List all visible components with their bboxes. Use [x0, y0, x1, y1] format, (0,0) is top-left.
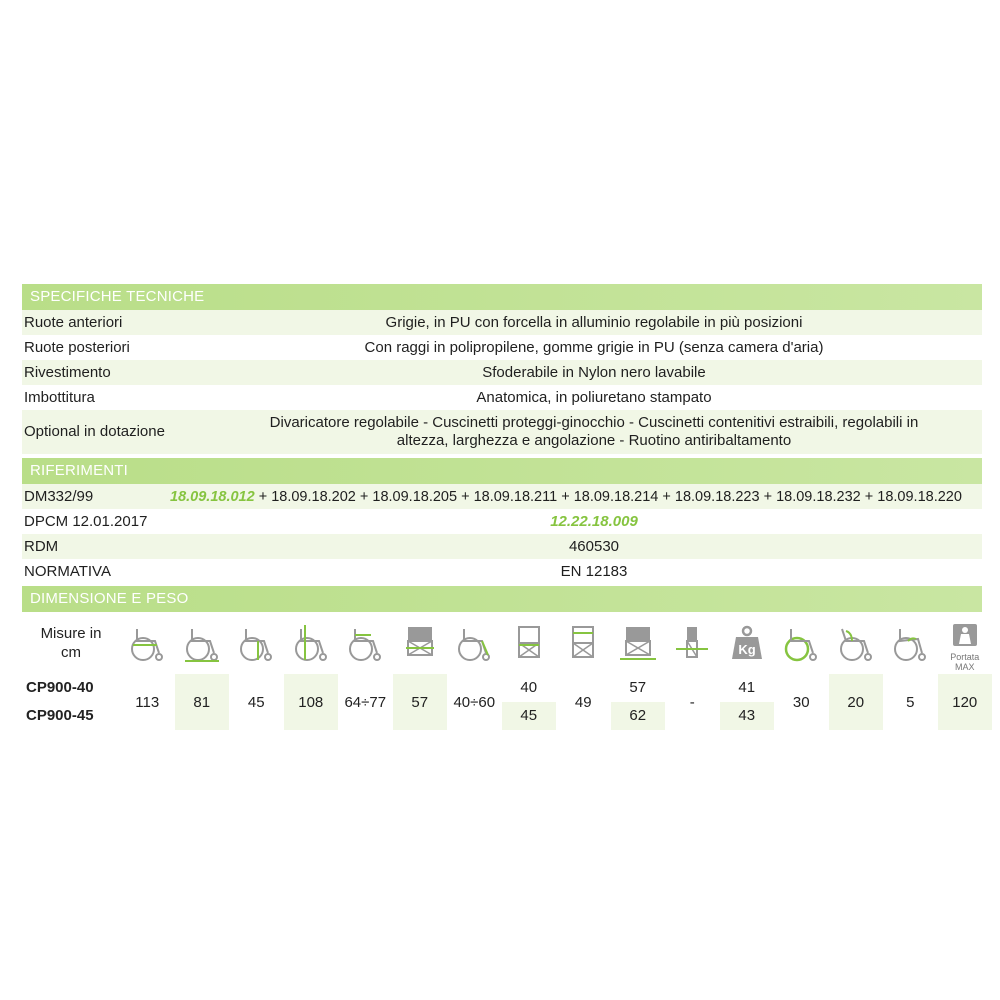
- dimension-value: 57: [411, 693, 429, 711]
- portata-line: Portata: [950, 652, 980, 662]
- dimension-column: [120, 612, 175, 730]
- spec-value-line: Divaricatore regolabile - Cuscinetti proteggi-ginocchio - Cuscinetti contenitivi estraibili, regolabili in: [269, 414, 919, 431]
- section-header-specifiche: SPECIFICHE TECNICHE: [22, 284, 982, 310]
- dimension-value: 45: [520, 707, 538, 724]
- spec-row-optional: [22, 410, 982, 454]
- dimension-value: 108: [298, 693, 324, 711]
- ref-label: NORMATIVA: [24, 563, 111, 580]
- dimension-column: [175, 612, 230, 730]
- dimension-column: [502, 612, 557, 730]
- dm-code-highlight: 18.09.18.012: [170, 488, 255, 505]
- dimension-value: 45: [247, 693, 265, 711]
- dimension-table: [22, 612, 982, 730]
- dimension-column: [720, 612, 775, 730]
- model-name: CP900-40: [26, 679, 94, 696]
- section-header-riferimenti: RIFERIMENTI: [22, 458, 982, 484]
- dimension-value: 113: [135, 693, 160, 711]
- dimension-column: [938, 612, 993, 730]
- ref-row-normativa: [22, 559, 982, 584]
- model-name: CP900-45: [26, 707, 94, 724]
- dpcm-code: 12.22.18.009: [550, 513, 638, 530]
- misure-line: cm: [60, 644, 81, 661]
- ref-row-rdm: [22, 534, 982, 559]
- spec-value: Grigie, in PU con forcella in alluminio regolabile in più posizioni: [385, 314, 803, 331]
- dimension-column: [284, 612, 339, 730]
- dimension-value: 64÷77: [344, 693, 387, 711]
- dimension-value: 40: [502, 674, 557, 702]
- ref-value: [214, 513, 982, 530]
- dimension-row-labels: [22, 612, 120, 730]
- dimension-split-values: [611, 674, 666, 730]
- kg-label: Kg: [738, 642, 756, 657]
- wheelchair-footrest-length-icon: [447, 612, 502, 674]
- max-load-icon: [938, 612, 993, 674]
- spec-label: Imbottitura: [24, 389, 95, 406]
- wheelchair-folded-width-icon: [665, 612, 720, 674]
- dimension-value: -: [689, 693, 695, 711]
- dimension-value: 5: [906, 693, 915, 711]
- portata-max-label: [938, 652, 993, 672]
- dimension-value: 62: [629, 707, 647, 724]
- dimension-value: 20: [847, 693, 865, 711]
- dimension-column: [393, 612, 448, 730]
- wheelchair-overall-height-icon: [284, 612, 339, 674]
- spec-label: Ruote anteriori: [24, 314, 123, 331]
- ref-value: [164, 489, 982, 505]
- weight-kg-icon: [720, 612, 775, 674]
- spec-row-imbottitura: [22, 385, 982, 410]
- dimension-column: [665, 612, 720, 730]
- dimension-value: 41: [720, 674, 775, 702]
- dimension-column: [556, 612, 611, 730]
- dimension-column: [611, 612, 666, 730]
- dimension-split-values: [720, 674, 775, 730]
- seat-tilt-icon: [883, 612, 938, 674]
- dimension-column: [338, 612, 393, 730]
- dimension-value: 49: [574, 693, 592, 711]
- dm-code-rest: + 18.09.18.202 + 18.09.18.205 + 18.09.18.211 + 18.09.18.214 + 18.09.18.223 + 18.09.18.232 + 18.09.18.220: [258, 488, 962, 505]
- dimension-split-values: [502, 674, 557, 730]
- dimension-column: [774, 612, 829, 730]
- wheelchair-overall-width-icon: [611, 612, 666, 674]
- ref-label: DPCM 12.01.2017: [24, 513, 148, 530]
- spec-label: Optional in dotazione: [24, 423, 165, 440]
- wheelchair-seat-width-icon: [502, 612, 557, 674]
- spec-value-line: altezza, larghezza e angolazione - Ruotino antiribaltamento: [396, 432, 792, 449]
- spec-label: Rivestimento: [24, 364, 111, 381]
- wheel-diameter-icon: [774, 612, 829, 674]
- dimension-column: [447, 612, 502, 730]
- ref-value: EN 12183: [560, 563, 628, 580]
- ref-label: DM332/99: [24, 488, 94, 505]
- spec-row-ruote-posteriori: [22, 335, 982, 360]
- section-header-dimensioni: DIMENSIONE E PESO: [22, 586, 982, 612]
- dimension-value: 57: [611, 674, 666, 702]
- ref-row-dpcm: [22, 509, 982, 534]
- dimension-value: 40÷60: [453, 693, 496, 711]
- ref-row-dm332: [22, 484, 982, 509]
- dimension-column: [229, 612, 284, 730]
- ref-label: RDM: [24, 538, 59, 555]
- spec-value: Sfoderabile in Nylon nero lavabile: [482, 364, 706, 381]
- wheelchair-overall-length-icon: [175, 612, 230, 674]
- wheelchair-armrest-height-icon: [338, 612, 393, 674]
- wheelchair-seat-depth-icon: [120, 612, 175, 674]
- wheelchair-front-width-icon: [393, 612, 448, 674]
- dimension-column: [829, 612, 884, 730]
- spec-row-rivestimento: [22, 360, 982, 385]
- misure-label: [22, 612, 120, 674]
- dimension-column: [883, 612, 938, 730]
- spec-row-ruote-anteriori: [22, 310, 982, 335]
- dimension-value: 30: [792, 693, 810, 711]
- backrest-recline-icon: [829, 612, 884, 674]
- spec-value: [214, 414, 982, 450]
- spec-value: Anatomica, in poliuretano stampato: [476, 389, 712, 406]
- dimension-value: 120: [952, 693, 978, 711]
- wheelchair-backrest-width-icon: [556, 612, 611, 674]
- ref-value: 460530: [568, 538, 620, 555]
- dimension-value: 81: [193, 693, 211, 711]
- spec-sheet: [22, 284, 982, 730]
- spec-label: Ruote posteriori: [24, 339, 130, 356]
- spec-value: Con raggi in polipropilene, gomme grigie in PU (senza camera d'aria): [364, 339, 824, 356]
- wheelchair-seat-height-icon: [229, 612, 284, 674]
- dimension-value: 43: [738, 707, 756, 724]
- misure-line: Misure in: [40, 625, 102, 642]
- portata-line: MAX: [954, 662, 975, 672]
